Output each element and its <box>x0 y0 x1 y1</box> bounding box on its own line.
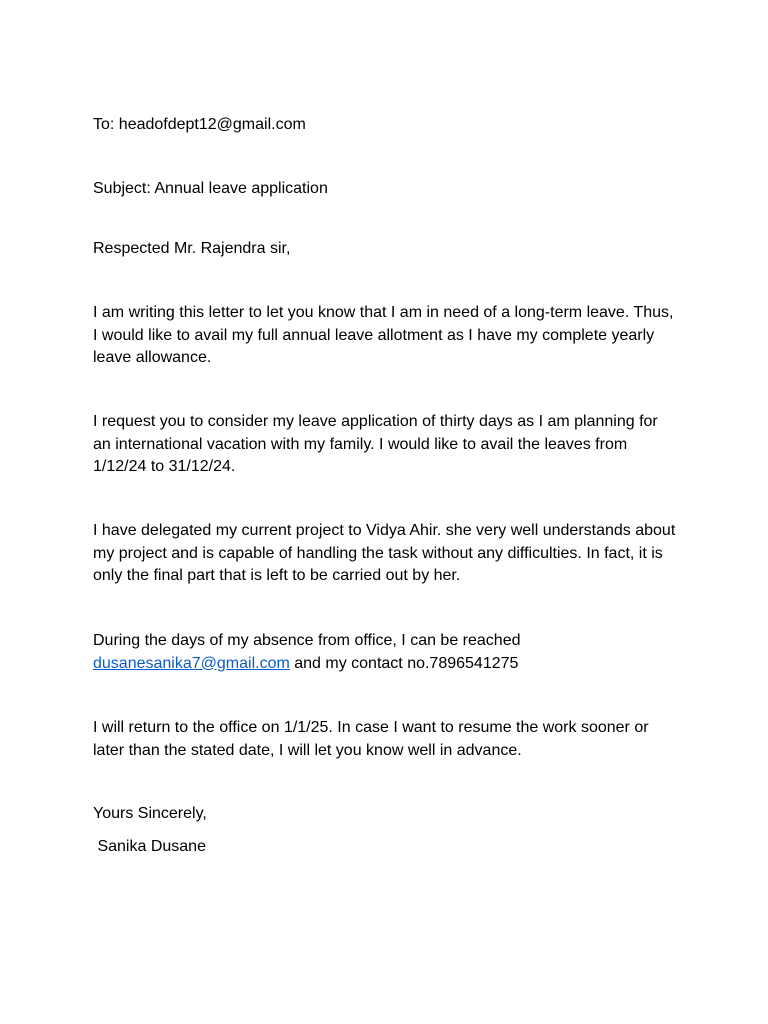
salutation: Respected Mr. Rajendra sir, <box>93 240 291 257</box>
paragraph-delegation: I have delegated my current project to Vidya Ahir. she very well understands about my project and is capable of handling the task without any difficulties. In fact, it is only the final part that is left to be carried out by her. <box>93 522 676 584</box>
to-line: To: headofdept12@gmail.com <box>93 116 306 133</box>
paragraph-leave-dates: I request you to consider my leave application of thirty days as I am planning for an international vacation with my family. I would like to avail the leaves from 1/12/24 to 31/12/24. <box>93 413 658 475</box>
subject-line: Subject: Annual leave application <box>93 180 328 197</box>
contact-email-link[interactable]: dusanesanika7@gmail.com <box>93 654 290 672</box>
signature: Sanika Dusane <box>93 838 206 855</box>
contact-text: During the days of my absence from office, I can be reached <box>93 632 521 649</box>
paragraph-contact <box>93 630 678 675</box>
paragraph-leave-request: I am writing this letter to let you know that I am in need of a long-term leave. Thus, I would like to avail my full annual leave allotment as I have my complete yearly leave allowance. <box>93 304 674 366</box>
closing: Yours Sincerely, <box>93 805 207 822</box>
contact-number-text: and my contact no.7896541275 <box>289 654 519 672</box>
letter-page <box>93 0 678 1024</box>
paragraph-return: I will return to the office on 1/1/25. In case I want to resume the work sooner or later than the stated date, I will let you know well in advance. <box>93 719 649 759</box>
